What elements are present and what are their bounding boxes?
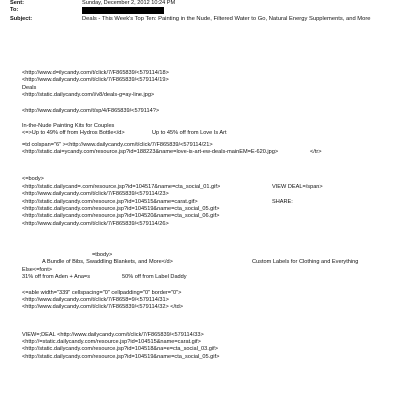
body-line: <http://www.dailycandy.com/t/click/7/F865839/<579114/23>: [22, 191, 169, 198]
body-line: <http://www.d=ilycandy.com/t/click/7/F865839/<579114/18>: [22, 70, 169, 76]
body-line-left: <http://static.dailycandy.com/resource.jsp?id=104515&name=carat.gif>: [22, 198, 198, 205]
body-line-pair: [22, 259, 394, 266]
body-line-pair: [22, 184, 394, 191]
body-line: <=body>: [22, 176, 44, 183]
body-line-right: Custom Labels for Clothing and Everything: [252, 259, 359, 266]
body-line: <http://static.dailycandy.com/resource.jsp?id=104519&name=cta_social_05.gif>: [22, 205, 220, 212]
subject-row: [10, 16, 395, 24]
body-line-pair: [22, 199, 394, 206]
body-line: <http://www.dailycandy.com/t/sp/4/F865839/<579114?>: [22, 107, 160, 114]
body-line-left: <http://static.dailycand=.com/resource.jsp?id=104517&name=cta_social_01.gif>: [22, 183, 221, 190]
body-line-pair: [22, 130, 394, 137]
body-line-right: Up to 45% off from Love Is Art: [152, 130, 227, 137]
body-line: <http://=static.dailycandy.com/resource.jsp?id=104515&name=carat.gif>: [22, 339, 201, 345]
body-line-right: 50% off from Label Daddy: [122, 274, 187, 281]
body-line: =tbody>: [92, 252, 113, 258]
to-label: To:: [10, 7, 19, 14]
body-line-left: <=>Up to 49% off from Hydros Bottle</d>: [22, 130, 125, 137]
body-line: VIEW=;DEAL <http://www.dailycandy.com/t/click/7/F865839/<579114/33>: [22, 331, 204, 338]
body-line: <http://static.dailycandy.com/resource.jsp?id=104518&na=e=cta_social_03.gif>: [22, 346, 218, 353]
body-line: <=able width="339" cellspacing="0" cellpadding="0" border="0">: [22, 289, 182, 296]
email-body: [22, 70, 394, 361]
body-line: <http://www.dailycandy.com/t/click/7/F8658=9/<579114/31>: [22, 296, 169, 303]
body-line-left: 31% off from Aden + Ana=s: [22, 274, 91, 281]
body-line-left: A Bundle of Bibs, Swaddling Blankets, and More</d>: [42, 259, 173, 266]
sent-value: Sunday, December 2, 2012 10:24 PM: [82, 0, 176, 6]
body-line-left: <http://static.dai=ycandy.com/resource.jsp?id=188223&name=love-is-art-ew-deals-mainEM=E-620.jpg>: [22, 149, 279, 155]
body-line: <http://static.dailycandy.com/i/v8/deals-g=ay-line.jpg>: [22, 92, 155, 99]
sent-row: [10, 0, 395, 7]
body-line: <http://www.dailycandy.com/t/click/7/F865839/<579114/32> </td>: [22, 304, 184, 311]
to-row: [10, 7, 395, 15]
to-value: [82, 7, 395, 15]
body-line-pair: [22, 149, 394, 156]
subject-label: Subject:: [10, 15, 33, 22]
body-line-right: SHARE:: [272, 198, 293, 205]
email-header: [10, 0, 395, 23]
body-line: <http://www.dailycandy.com/t/click/7/F865839/<579114/26>: [22, 220, 169, 227]
body-line-right: </tr>: [310, 149, 322, 155]
body-line: <http://static.dailycandy.com/resource.jsp?id=104519&name=cta_social_05.gif>: [22, 353, 220, 360]
body-line: <http://www.dailycandy.com/t/click/7/F865839/<579114/19>: [22, 77, 169, 84]
body-line: In-the-Nude Painting Kits for Couples: [22, 122, 115, 129]
body-line-pair: [22, 274, 394, 281]
sent-label: Sent:: [10, 0, 24, 6]
body-line-right: VIEW DEAL=/span>: [272, 183, 323, 190]
body-line: <http://static.dailycandy.com/resource.jsp?id=104520&name=cta_social_06.gif>: [22, 213, 220, 220]
body-line: Deals: [22, 84, 37, 91]
body-line: =td colspan="6" ><http://www.dailycandy.com/t/click/7/F865839/<579114/21>: [22, 141, 213, 148]
body-line: Else<=font>: [22, 266, 53, 273]
subject-value: Deals - This Week's Top Ten: Painting in the Nude, Filtered Water to Go, Natural Energy Supplements, and More: [82, 15, 371, 22]
redaction-bar: [82, 7, 164, 14]
